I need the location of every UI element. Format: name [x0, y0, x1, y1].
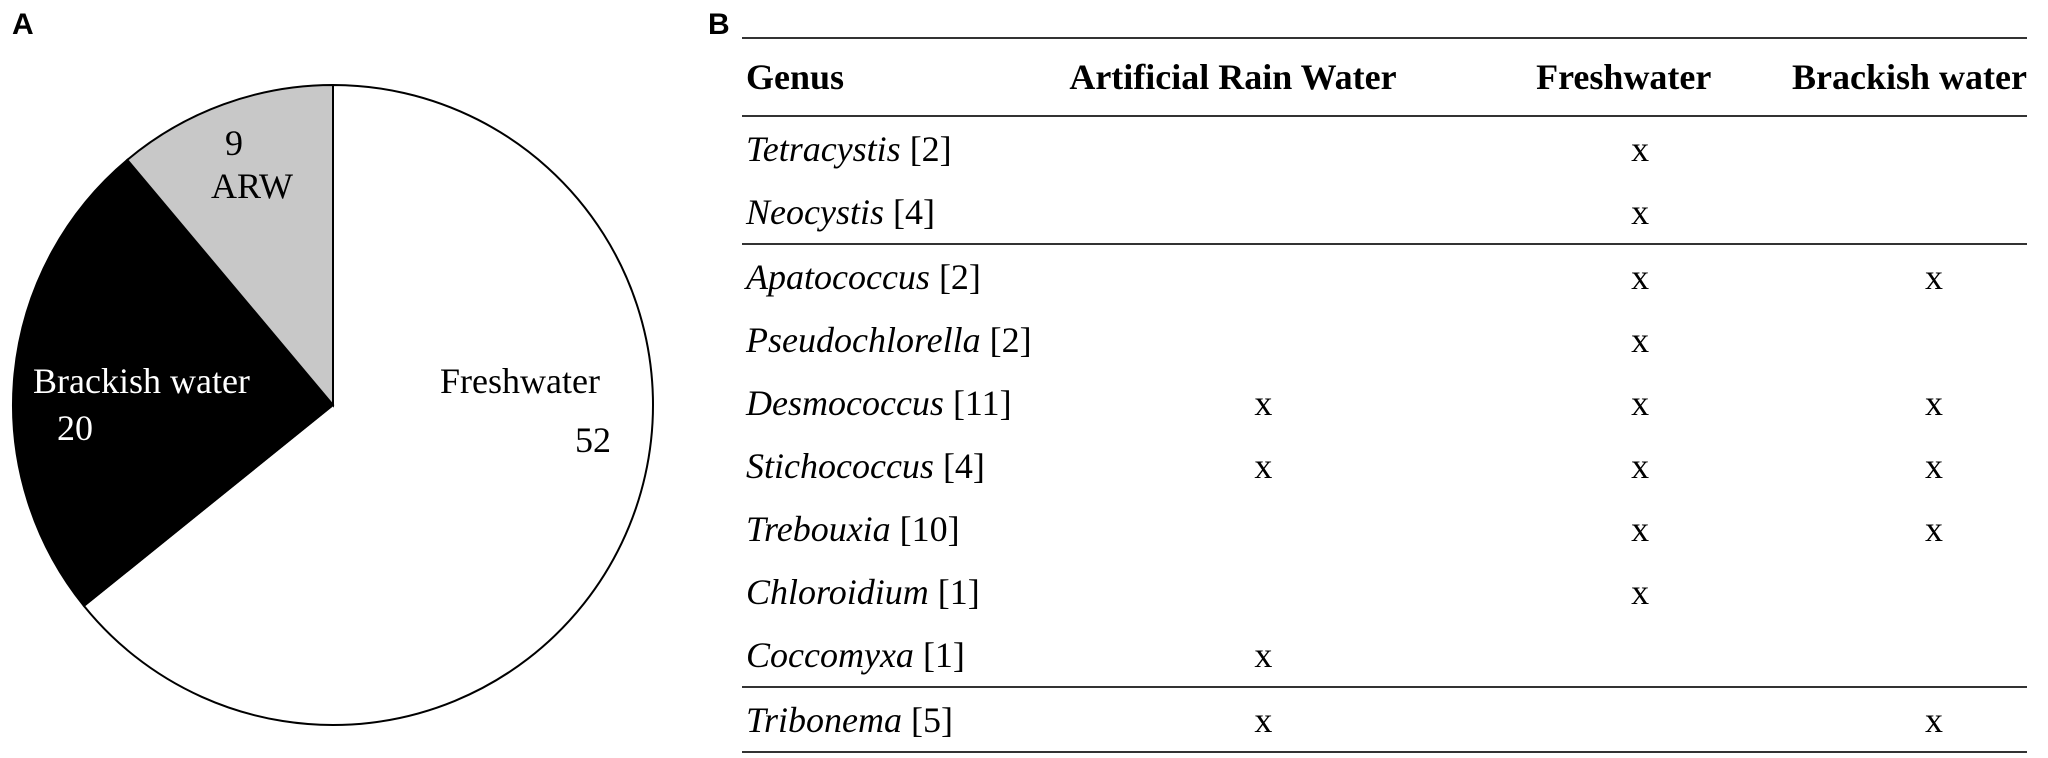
- table-row: [742, 687, 2027, 752]
- table-row: [742, 244, 2027, 308]
- arw-cell: [1069, 560, 1536, 623]
- freshwater-cell: x: [1631, 191, 1650, 232]
- genus-cell: [742, 623, 1069, 687]
- header-brackish-water: Brackish water: [1792, 57, 2027, 97]
- pie-value-brackish-water: 20: [57, 408, 93, 448]
- genus-cell: [742, 434, 1069, 497]
- table-row: [742, 560, 2027, 623]
- table-row: [742, 308, 2027, 371]
- freshwater-cell: x: [1631, 256, 1650, 297]
- freshwater-cell: x: [1631, 382, 1650, 423]
- brackish-cell: [1792, 180, 2027, 244]
- freshwater-cell: x: [1631, 128, 1650, 169]
- arw-cell: [1069, 180, 1536, 244]
- pie-label-freshwater: Freshwater: [440, 361, 600, 401]
- brackish-cell: x: [1925, 508, 1944, 549]
- arw-cell: x: [1254, 699, 1273, 740]
- genus-table-container: [742, 37, 2027, 753]
- brackish-cell: x: [1925, 699, 1944, 740]
- brackish-cell: [1792, 308, 2027, 371]
- genus-name: Chloroidium: [746, 571, 929, 612]
- table-row: [742, 371, 2027, 434]
- genus-cell: [742, 308, 1069, 371]
- panel-a-label: A: [12, 8, 34, 41]
- genus-cell: [742, 560, 1069, 623]
- table-row: [742, 497, 2027, 560]
- arw-cell: [1069, 116, 1536, 180]
- header-artificial-rain-water: Artificial Rain Water: [1069, 57, 1397, 97]
- arw-cell: [1069, 308, 1536, 371]
- pie-label-arw: ARW: [210, 166, 294, 206]
- pie-value-arw: 9: [225, 123, 243, 163]
- strain-count: [5]: [911, 699, 954, 740]
- arw-cell: x: [1254, 382, 1273, 423]
- genus-name: Coccomyxa: [746, 634, 914, 675]
- brackish-cell: [1792, 116, 2027, 180]
- genus-cell: [742, 180, 1069, 244]
- genus-name: Desmococcus: [746, 382, 944, 423]
- strain-count: [1]: [937, 571, 980, 612]
- pie-value-freshwater: 52: [575, 420, 611, 460]
- brackish-cell: x: [1925, 445, 1944, 486]
- genus-name: Neocystis: [746, 191, 884, 232]
- table-row: [742, 116, 2027, 180]
- strain-count: [2]: [909, 128, 952, 169]
- genus-cell: [742, 244, 1069, 308]
- table-row: [742, 434, 2027, 497]
- panel-b-label: B: [708, 8, 730, 41]
- genus-table: [742, 37, 2027, 753]
- genus-name: Tribonema: [746, 699, 903, 740]
- brackish-cell: [1792, 560, 2027, 623]
- table-row: [742, 180, 2027, 244]
- strain-count: [4]: [892, 191, 935, 232]
- freshwater-cell: x: [1631, 445, 1650, 486]
- genus-cell: [742, 687, 1069, 752]
- brackish-cell: x: [1925, 256, 1944, 297]
- brackish-cell: [1792, 623, 2027, 687]
- strain-count: [10]: [899, 508, 960, 549]
- arw-cell: [1069, 497, 1536, 560]
- arw-cell: x: [1254, 445, 1273, 486]
- header-freshwater: Freshwater: [1536, 57, 1712, 97]
- arw-cell: [1069, 244, 1536, 308]
- freshwater-cell: [1536, 623, 1792, 687]
- table-body: [742, 116, 2027, 752]
- strain-count: [2]: [938, 256, 981, 297]
- strain-count: [1]: [922, 634, 965, 675]
- genus-name: Tetracystis: [746, 128, 901, 169]
- genus-name: Apatococcus: [746, 256, 930, 297]
- freshwater-cell: [1536, 687, 1792, 752]
- genus-name: Pseudochlorella: [746, 319, 981, 360]
- strain-count: [4]: [942, 445, 985, 486]
- freshwater-cell: x: [1631, 319, 1650, 360]
- arw-cell: x: [1254, 634, 1273, 675]
- table-row: [742, 623, 2027, 687]
- genus-name: Stichococcus: [746, 445, 934, 486]
- header-genus: Genus: [746, 57, 845, 97]
- freshwater-cell: x: [1631, 508, 1650, 549]
- strain-count: [11]: [952, 382, 1012, 423]
- genus-name: Trebouxia: [746, 508, 891, 549]
- pie-chart: [0, 0, 740, 758]
- strain-count: [2]: [989, 319, 1032, 360]
- genus-cell: [742, 371, 1069, 434]
- freshwater-cell: x: [1631, 571, 1650, 612]
- table-header-row: [742, 38, 2027, 116]
- genus-cell: [742, 116, 1069, 180]
- brackish-cell: x: [1925, 382, 1944, 423]
- genus-cell: [742, 497, 1069, 560]
- pie-label-brackish-water: Brackish water: [33, 361, 250, 401]
